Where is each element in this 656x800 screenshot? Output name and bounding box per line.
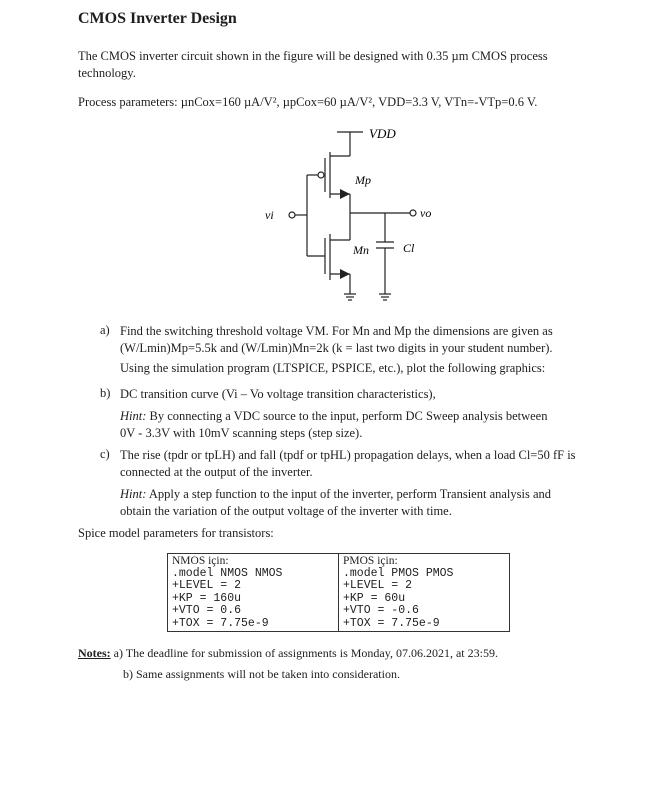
nmos-model-line: +KP = 160u (172, 591, 242, 605)
notes (78, 646, 498, 661)
question-c-hint-line-1: Apply a step function to the input of the inverter, perform Transient analysis and (148, 487, 552, 501)
process-text: µnCox=160 µA/V², µpCox=60 µA/V², VDD=3.3 V, VTn=-VTp=0.6 V. (180, 95, 538, 109)
vdd-label: VDD (369, 126, 396, 141)
pmos-model-line: +VTO = -0.6 (343, 604, 419, 617)
pmos-model-head: PMOS için: (343, 555, 398, 567)
intro-line-2: technology. (78, 66, 136, 80)
notes-label: Notes: (78, 646, 111, 660)
question-c-line-2: connected at the output of the inverter. (120, 465, 313, 479)
spice-model-table (167, 553, 510, 632)
nmos-model-line: +TOX = 7.75e-9 (172, 616, 269, 630)
question-b-hint-label: Hint: (120, 409, 147, 423)
pmos-model-line: +LEVEL = 2 (343, 579, 413, 592)
vo-label: vo (420, 206, 432, 220)
intro-paragraph (78, 48, 608, 82)
question-a-line-1: Find the switching threshold voltage VM. For Mn and Mp the dimensions are given as (120, 324, 553, 338)
page-title: CMOS Inverter Design (78, 10, 237, 27)
question-b-hint-line-2: 0V - 3.3V with 10mV scanning steps (step size). (120, 426, 363, 440)
nmos-model-head: NMOS için: (172, 555, 229, 567)
question-c-hint (120, 486, 602, 503)
note-a: a) The deadline for submission of assignments is Monday, 07.06.2021, at 23:59. (113, 646, 498, 660)
cmos-inverter-diagram (255, 118, 455, 308)
nmos-arrow-icon (340, 269, 350, 279)
question-c-label: c) (100, 447, 110, 461)
nmos-model-line: +VTO = 0.6 (172, 604, 242, 617)
question-b-label: b) (100, 386, 111, 400)
intro-line-1: The CMOS inverter circuit shown in the figure will be designed with 0.35 µm CMOS process (78, 49, 548, 63)
question-b-hint (120, 408, 602, 425)
spice-section-label: Spice model parameters for transistors: (78, 526, 274, 540)
pmos-model-line: .model PMOS PMOS (343, 566, 454, 580)
question-a-label: a) (100, 323, 110, 337)
question-b-hint-line-1: By connecting a VDC source to the input, perform DC Sweep analysis between (149, 409, 548, 423)
pmos-model-line: +KP = 60u (343, 591, 406, 605)
question-b (120, 386, 602, 442)
question-a-line-2: (W/Lmin)Mp=5.5k and (W/Lmin)Mn=2k (k = last two digits in your student number). (120, 341, 553, 355)
nmos-model-line: .model NMOS NMOS (172, 566, 283, 580)
nmos-model-line: +LEVEL = 2 (172, 579, 242, 592)
question-a (120, 323, 602, 377)
process-label: Process parameters: (78, 95, 178, 109)
pmos-model-line: +TOX = 7.75e-9 (343, 616, 440, 630)
note-b: b) Same assignments will not be taken into consideration. (123, 667, 400, 681)
pmos-arrow-icon (340, 189, 350, 199)
question-c-line-1: The rise (tpdr or tpLH) and fall (tpdf or tpHL) propagation delays, when a load Cl=50 fF is (120, 448, 576, 462)
question-b-line-1: DC transition curve (Vi – Vo voltage transition characteristics), (120, 387, 436, 401)
vi-label: vi (265, 208, 274, 222)
process-parameters (78, 94, 638, 111)
question-c-hint-label: Hint: (120, 487, 147, 501)
mp-label: Mp (355, 173, 371, 187)
question-c (120, 447, 602, 520)
pmos-model-cell (339, 554, 510, 632)
nmos-model-cell (168, 554, 339, 632)
cl-label: Cl (403, 241, 415, 255)
question-a-line-3: Using the simulation program (LTSPICE, PSPICE, etc.), plot the following graphics: (120, 361, 546, 375)
question-c-hint-line-2: obtain the variation of the output voltage of the inverter with time. (120, 504, 452, 518)
mn-label: Mn (353, 243, 369, 257)
